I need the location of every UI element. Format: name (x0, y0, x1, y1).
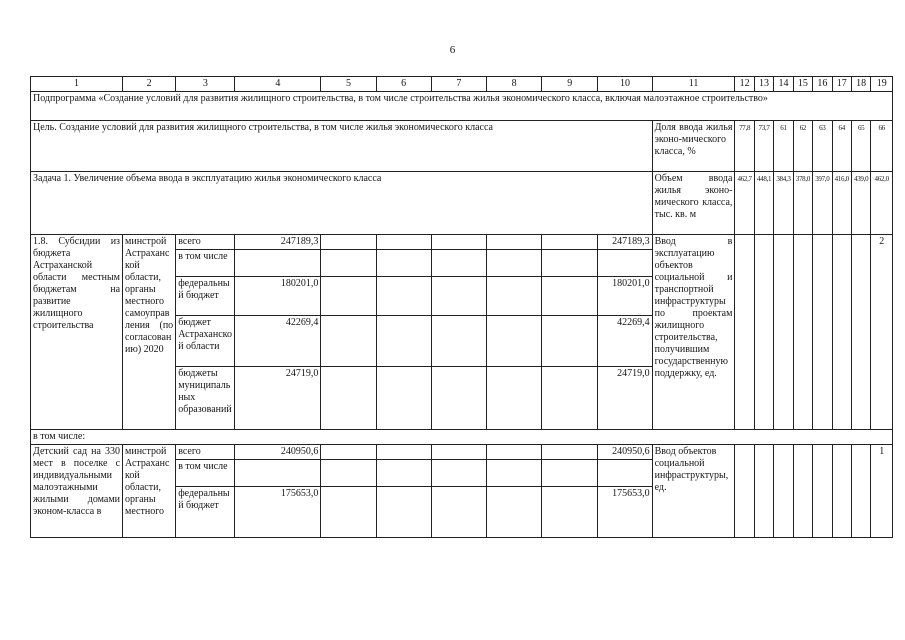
task-text: Задача 1. Увеличение объема ввода в эксплуатацию жилья экономического класса (31, 172, 653, 235)
measure-row (31, 235, 893, 250)
funding-source: бюджеты муниципальных образований (176, 367, 235, 430)
program-table (30, 76, 893, 538)
column-number: 18 (851, 77, 870, 92)
amount-value: 240950,6 (235, 445, 321, 460)
object-col19: 1 (871, 445, 893, 538)
task-indicator: Объем ввода жилья эконо-мического класса, тыс. кв. м (652, 172, 735, 235)
task-value: 439,0 (851, 172, 870, 235)
goal-value: 61 (774, 121, 793, 172)
measure-name: 1.8. Субсидии из бюджета Астраханской области местным бюджетам на развитие жилищного строительства (31, 235, 123, 430)
column-number: 15 (793, 77, 812, 92)
column-number: 5 (321, 77, 376, 92)
amount-value: 24719,0 (235, 367, 321, 430)
including-label: в том числе: (31, 430, 893, 445)
goal-value: 73,7 (754, 121, 773, 172)
goal-value: 64 (832, 121, 851, 172)
column-number: 17 (832, 77, 851, 92)
column-number: 1 (31, 77, 123, 92)
column-number: 8 (486, 77, 541, 92)
column-number: 3 (176, 77, 235, 92)
funding-source: в том числе (176, 250, 235, 277)
task-value: 384,3 (774, 172, 793, 235)
column-number: 9 (542, 77, 598, 92)
column-number: 4 (235, 77, 321, 92)
amount-value: 240950,6 (598, 445, 652, 460)
amount-value: 180201,0 (598, 277, 652, 316)
goal-value: 66 (871, 121, 893, 172)
column-number: 13 (754, 77, 773, 92)
column-number: 16 (813, 77, 832, 92)
funding-source: бюджет Астраханской области (176, 316, 235, 367)
column-number: 6 (376, 77, 431, 92)
goal-indicator: Доля ввода жилья эконо-мического класса, % (652, 121, 735, 172)
subprogram-title: Подпрограмма «Создание условий для развития жилищного строительства, в том числе строительства жилья экономического класса, включая малоэтажное строительство» (31, 92, 893, 121)
task-value: 462,0 (871, 172, 893, 235)
amount-value: 42269,4 (598, 316, 652, 367)
amount-value: 24719,0 (598, 367, 652, 430)
task-value: 378,0 (793, 172, 812, 235)
column-number: 11 (652, 77, 735, 92)
object-name: Детский сад на 330 мест в поселке с индивидуальными малоэтажными жилыми домами эконом-класса в (31, 445, 123, 538)
goal-value: 65 (851, 121, 870, 172)
goal-value: 77,8 (735, 121, 754, 172)
amount-value: 175653,0 (598, 487, 652, 538)
goal-row (31, 121, 893, 172)
funding-source: федеральный бюджет (176, 277, 235, 316)
funding-source: в том числе (176, 460, 235, 487)
column-number: 12 (735, 77, 754, 92)
object-indicator: Ввод объектов социальной инфраструктуры, ед. (652, 445, 735, 538)
column-number: 19 (871, 77, 893, 92)
task-value: 397,0 (813, 172, 832, 235)
amount-value: 175653,0 (235, 487, 321, 538)
measure-executor: минстрой Астраханской области, органы местного самоуправления (по согласованию) 2020 (123, 235, 176, 430)
measure-indicator: Ввод в эксплуатацию объектов социальной и транспортной инфраструктуры по проектам жилищного строительства, получившим государственную поддержку, ед. (652, 235, 735, 430)
task-value: 416,0 (832, 172, 851, 235)
goal-text: Цель. Создание условий для развития жилищного строительства, в том числе жилья экономического класса (31, 121, 653, 172)
funding-source: федеральный бюджет (176, 487, 235, 538)
amount-value: 247189,3 (598, 235, 652, 250)
column-number: 7 (431, 77, 486, 92)
object-row (31, 445, 893, 460)
task-row (31, 172, 893, 235)
goal-value: 63 (813, 121, 832, 172)
column-number-row (31, 77, 893, 92)
amount-value: 42269,4 (235, 316, 321, 367)
amount-value: 247189,3 (235, 235, 321, 250)
task-value: 462,7 (735, 172, 754, 235)
amount-value: 180201,0 (235, 277, 321, 316)
page-number: 6 (449, 44, 456, 56)
funding-source: всего (176, 235, 235, 250)
measure-col19: 2 (871, 235, 893, 430)
subprogram-row (31, 92, 893, 121)
column-number: 14 (774, 77, 793, 92)
funding-source: всего (176, 445, 235, 460)
column-number: 2 (123, 77, 176, 92)
task-value: 448,1 (754, 172, 773, 235)
object-executor: минстрой Астраханской области, органы местного (123, 445, 176, 538)
goal-value: 62 (793, 121, 812, 172)
including-row (31, 430, 893, 445)
column-number: 10 (598, 77, 652, 92)
